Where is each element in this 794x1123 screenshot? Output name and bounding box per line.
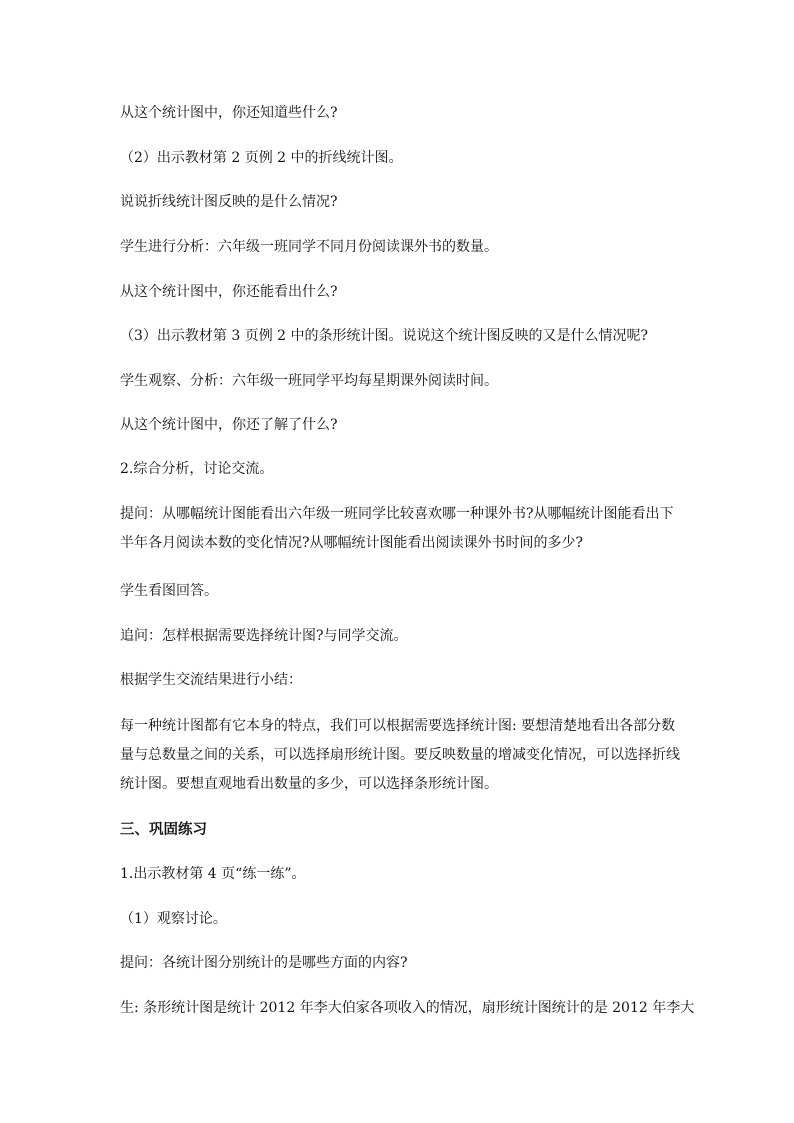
answer-paragraph: 学生看图回答。 [120, 583, 218, 599]
exercise-question: 提问：各统计图分别统计的是哪些方面的内容? [120, 955, 408, 971]
paragraph-3: 说说折线统计图反映的是什么情况? [120, 194, 338, 210]
paragraph-2: （2）出示教材第 2 页例 2 中的折线统计图。 [120, 150, 403, 166]
paragraph-9: 2.综合分析，讨论交流。 [120, 461, 274, 477]
summary-line-3: 统计图。要想直观地看出数量的多少，可以选择条形统计图。 [120, 776, 498, 792]
question-line-1: 提问：从哪幅统计图能看出六年级一班同学比较喜欢哪一种课外书?从哪幅统计图能看出下 [120, 506, 674, 522]
paragraph-7: 学生观察、分析：六年级一班同学平均每星期课外阅读时间。 [120, 373, 498, 389]
student-reply: 生: 条形统计图是统计 2012 年李大伯家各项收入的情况，扇形统计图统计的是 2012 年李大 [120, 1000, 695, 1016]
paragraph-5: 从这个统计图中，你还能看出什么? [120, 284, 338, 300]
paragraph-8: 从这个统计图中，你还了解了什么? [120, 417, 338, 433]
followup-paragraph: 追问：怎样根据需要选择统计图?与同学交流。 [120, 628, 408, 644]
paragraph-4: 学生进行分析：六年级一班同学不同月份阅读课外书的数量。 [120, 239, 498, 255]
exercise-1-sub: （1）观察讨论。 [120, 911, 227, 927]
section-heading: 三、巩固练习 [120, 821, 207, 838]
summary-intro: 根据学生交流结果进行小结： [120, 672, 302, 688]
question-paragraph [120, 500, 680, 558]
summary-line-2: 量与总数量之间的关系，可以选择扇形统计图。要反映数量的增减变化情况，可以选择折线 [120, 747, 680, 763]
question-line-2: 半年各月阅读本数的变化情况?从哪幅统计图能看出阅读课外书时间的多少? [120, 535, 584, 551]
paragraph-6: （3）出示教材第 3 页例 2 中的条形统计图。说说这个统计图反映的又是什么情况呢? [120, 328, 649, 344]
summary-line-1: 每一种统计图都有它本身的特点，我们可以根据需要选择统计图: 要想清楚地看出各部分数 [120, 718, 676, 734]
summary-paragraph [120, 712, 680, 799]
exercise-1: 1.出示教材第 4 页“练一练”。 [120, 866, 306, 882]
paragraph-1: 从这个统计图中，你还知道些什么? [120, 105, 338, 121]
